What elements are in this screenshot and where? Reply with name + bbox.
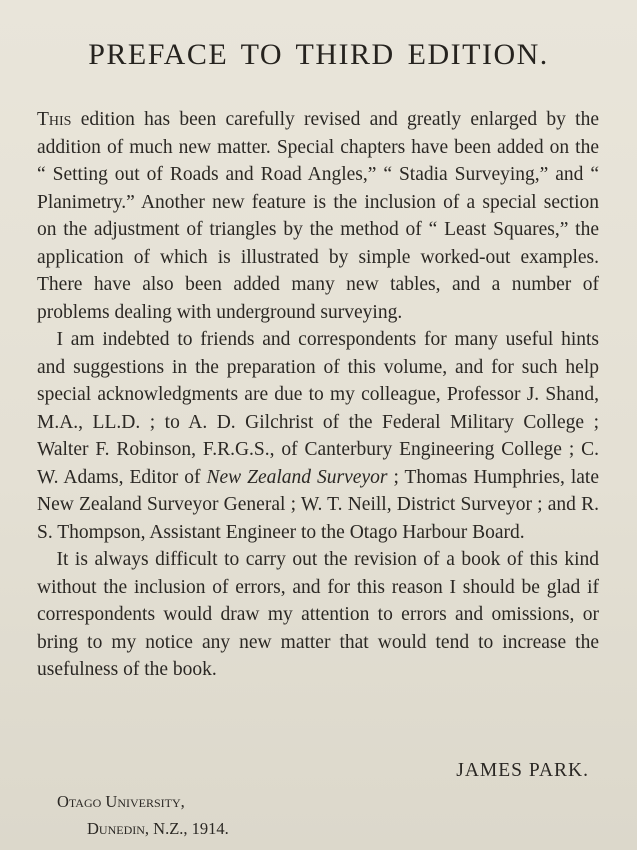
paragraph-2-text-a: I am indebted to friends and correspondents for many useful hints and suggestions in the preparation of this volume, and for such help special acknowledgments are due to my colleague, Professor J. Shand, M.A., LL.D. ; to A. D. Gilchrist of the Federal Military College ; Walter F. Robinson, F.R.G.S., of Canterbury Engineering College ; C. W. Adams, Editor of: [37, 329, 599, 488]
signature: JAMES PARK.: [456, 760, 589, 781]
paragraph-1-lead: This: [37, 109, 72, 130]
page-title: PREFACE TO THIRD EDITION.: [88, 38, 549, 71]
address-line-2: Dunedin, N.Z., 1914.: [87, 819, 229, 838]
preface-body: [37, 106, 599, 684]
paragraph-1: [37, 106, 599, 326]
address-block: [57, 788, 229, 842]
paragraph-2: [37, 326, 599, 546]
paragraph-2-italic: New Zealand Surveyor: [206, 466, 388, 488]
paragraph-1-text: edition has been carefully revised and greatly enlarged by the addition of much new matter. Special chapters have been added on the “ Setting out of Roads and Road Angles,” “ Stadia Surveying,” and “ Planimetry.” Another new feature is the inclusion of a special section on the adjustment of triangles by the method of “ Least Squares,” the application of which is illustrated by simple worked-out examples. There have also been added many new tables, and a number of problems dealing with underground surveying.: [37, 109, 599, 323]
address-line-1: Otago University,: [57, 792, 185, 811]
paragraph-3: [37, 546, 599, 684]
paragraph-3-text: It is always difficult to carry out the revision of a book of this kind without the inclusion of errors, and for this reason I should be glad if correspondents would draw my attention to errors and omissions, or bring to my notice any new matter that would tend to increase the usefulness of the book.: [37, 549, 599, 680]
paragraph-2-text-b: ; Thomas Humphries, late New Zealand Surveyor General ; W. T. Neill, District Surveyor ; and R. S. Thompson, Assistant Engineer to the Otago Harbour Board.: [37, 466, 599, 543]
